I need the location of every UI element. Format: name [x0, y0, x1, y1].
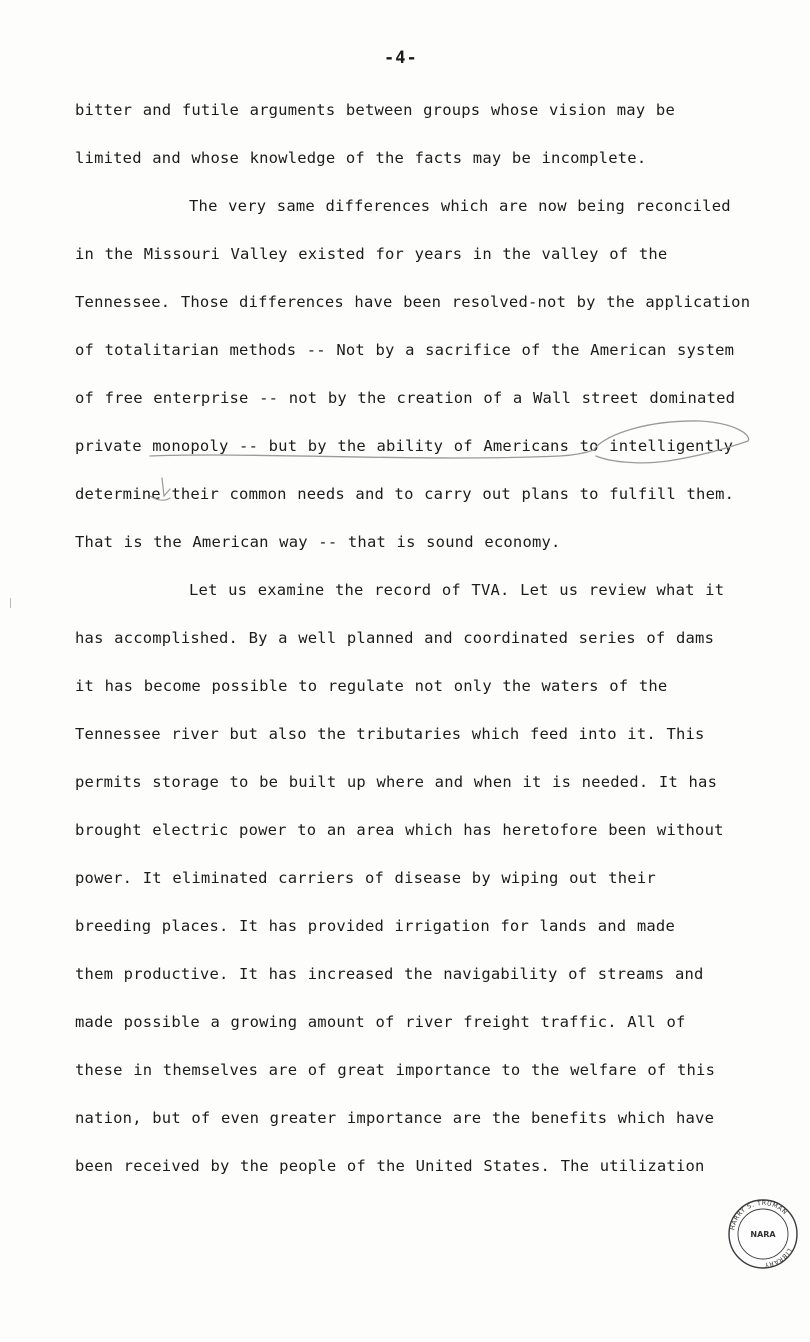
text-line: made possible a growing amount of river freight traffic. All of [75, 1013, 686, 1031]
text-line: brought electric power to an area which has heretofore been without [75, 821, 724, 839]
text-line: been received by the people of the United States. The utilization [75, 1157, 705, 1175]
text-line: bitter and futile arguments between groups whose vision may be [75, 101, 675, 119]
text-line: private monopoly -- but by the ability of Americans to intelligently [75, 437, 734, 455]
text-line: in the Missouri Valley existed for years in the valley of the [75, 245, 668, 263]
text-line: Tennessee river but also the tributaries which feed into it. This [75, 725, 705, 743]
seal-text: HARRY S. TRUMAN [729, 1199, 789, 1231]
text-line: it has become possible to regulate not only the waters of the [75, 677, 668, 695]
text-line: power. It eliminated carriers of disease by wiping out their [75, 869, 656, 887]
text-line: permits storage to be built up where and when it is needed. It has [75, 773, 718, 791]
text-line: has accomplished. By a well planned and coordinated series of dams [75, 629, 715, 647]
seal-text: LIBRARY [763, 1246, 793, 1269]
text-line: of totalitarian methods -- Not by a sacrifice of the American system [75, 341, 735, 359]
text-line: of free enterprise -- not by the creation of a Wall street dominated [75, 389, 736, 407]
library-seal [726, 1197, 800, 1271]
text-line: limited and whose knowledge of the facts may be incomplete. [75, 149, 647, 167]
text-line: The very same differences which are now being reconciled [189, 197, 731, 215]
text-line: breeding places. It has provided irrigation for lands and made [75, 917, 675, 935]
text-line: these in themselves are of great importance to the welfare of this [75, 1061, 716, 1079]
margin-mark [10, 598, 11, 608]
page-number: -4- [384, 48, 418, 68]
text-line: That is the American way -- that is sound economy. [75, 533, 561, 551]
text-line: nation, but of even greater importance are the benefits which have [75, 1109, 715, 1127]
text-line: determine their common needs and to carry out plans to fulfill them. [75, 485, 735, 503]
text-line: Tennessee. Those differences have been resolved-not by the application [75, 293, 751, 311]
text-line: Let us examine the record of TVA. Let us review what it [189, 581, 725, 599]
text-line: them productive. It has increased the navigability of streams and [75, 965, 704, 983]
seal-center-text: NARA [750, 1230, 776, 1239]
